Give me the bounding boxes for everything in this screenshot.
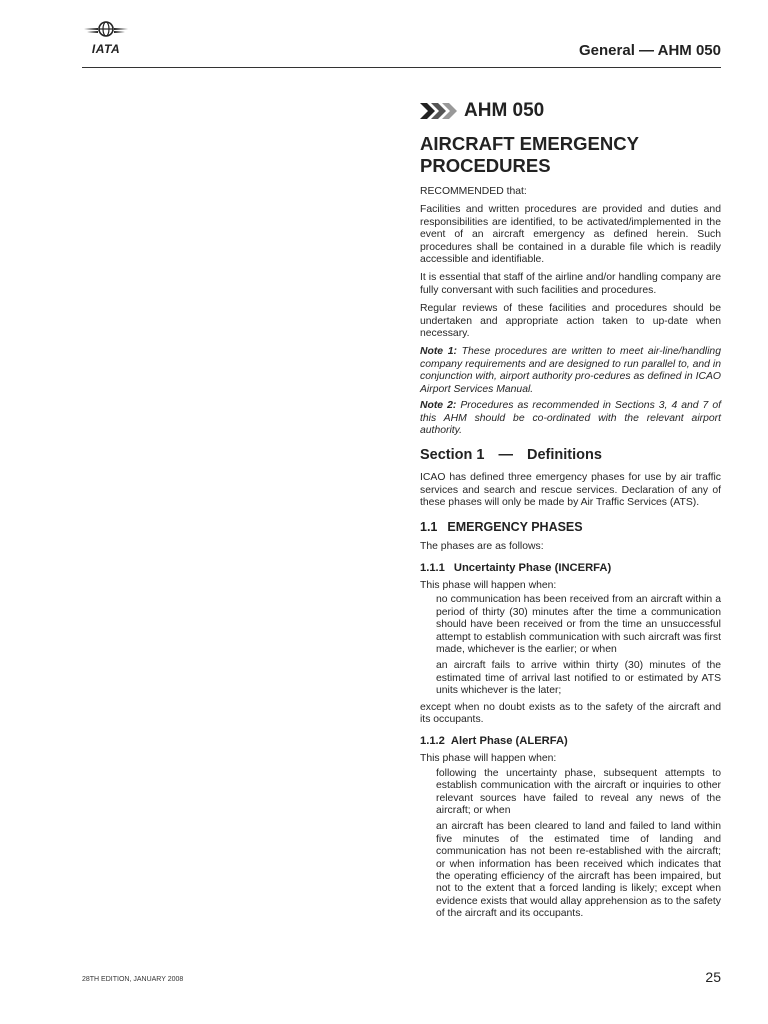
note-1-label: Note 1: [420,346,457,358]
list-item: an aircraft has been cleared to land and failed to land within five minutes of the estimated time of landing and communication has not been re-established with the aircraft; or when information has been received which indicates that the operating efficiency of the aircraft has been impaired, but not to the extent that a forced landing is likely; except when evidence exists that would allay apprehension as to the safety of the aircraft and its occupants. [436,821,721,920]
s111-tail: except when no doubt exists as to the safety of the aircraft and its occupants. [420,701,721,725]
doc-code: AHM 050 [464,100,545,121]
doc-title-line2: PROCEDURES [420,155,551,176]
section-dash: — [498,447,513,464]
list-item: no communication has been received from an aircraft within a period of thirty (30) minutes after the time a communication should have been received or from the time an unsuccessful attempt to establish communication with such aircraft was first made, whichever is the earlier; or when [436,594,721,655]
heading-number: 1.1 [420,519,438,534]
heading-title: EMERGENCY PHASES [447,519,583,534]
section-title: Definitions [526,447,602,464]
logo-text: IATA [91,42,121,56]
doc-title [420,133,721,177]
heading-1-1 [420,520,721,534]
note-2 [420,400,721,437]
list-item: following the uncertainty phase, subsequent attempts to establish communication with the aircraft or inquiries to other relevant sources have failed to reveal any news of the aircraft; or when [436,767,721,817]
heading-1-1-2 [420,735,721,747]
main-column [420,96,721,925]
note-1 [420,346,721,396]
header-title: General — AHM 050 [579,42,721,59]
header-rule [82,67,721,68]
s11-text: The phases are as follows: [420,540,544,552]
iata-logo [82,20,130,60]
page-number: 25 [705,969,721,985]
heading-number: 1.1.1 [420,561,445,574]
globe-icon [82,20,130,42]
doc-code-row [420,96,721,126]
heading-number: 1.1.2 [420,735,445,748]
intro-paragraph: RECOMMENDED that: [420,186,527,197]
note-2-text: Procedures as recommended in Sections 3, 4 and 7 of this AHM should be co-ordinated with the relevant airport authority. [420,400,721,436]
chevron-arrows-icon [420,102,460,120]
s111-lead: This phase will happen when: [420,579,557,591]
section-1-heading [420,447,721,463]
note-2-label: Note 2: [420,400,457,412]
heading-1-1-1 [420,562,721,574]
heading-title: Alert Phase (ALERFA) [450,735,568,748]
intro-paragraph: Facilities and written procedures are provided and duties and responsibilities are identified, to be activated/implemented in the event of an aircraft emergency as defined herein. Such procedures shall be contained in a durable file which is readily accessible and identifiable. [420,204,721,266]
intro-paragraph: It is essential that staff of the airline and/or handling company are fully conversant with such facilities and procedures. [420,272,721,296]
section-1-text: ICAO has defined three emergency phases for use by air traffic services and search and rescue services. Declaration of any of these phases will only be made by Air Traffic Services (ATS). [420,472,721,509]
list-item: an aircraft fails to arrive within thirty (30) minutes of the estimated time of arrival last notified to or estimated by ATS units whichever is the later; [436,660,721,697]
edition-footer: 28TH EDITION, JANUARY 2008 [82,976,184,983]
heading-title: Uncertainty Phase (INCERFA) [453,561,612,574]
s112-lead: This phase will happen when: [420,753,557,765]
intro-paragraph: Regular reviews of these facilities and procedures should be undertaken and appropriate action taken to up-date when necessary. [420,303,721,340]
doc-title-line1: AIRCRAFT EMERGENCY [420,133,639,154]
section-label: Section 1 [420,447,485,464]
note-1-text: These procedures are written to meet air-line/handling company requirements and are designed to run parallel to, and in conjunction with, airport authority pro-cedures as defined in ICAO Airport Services Manual. [420,346,721,395]
